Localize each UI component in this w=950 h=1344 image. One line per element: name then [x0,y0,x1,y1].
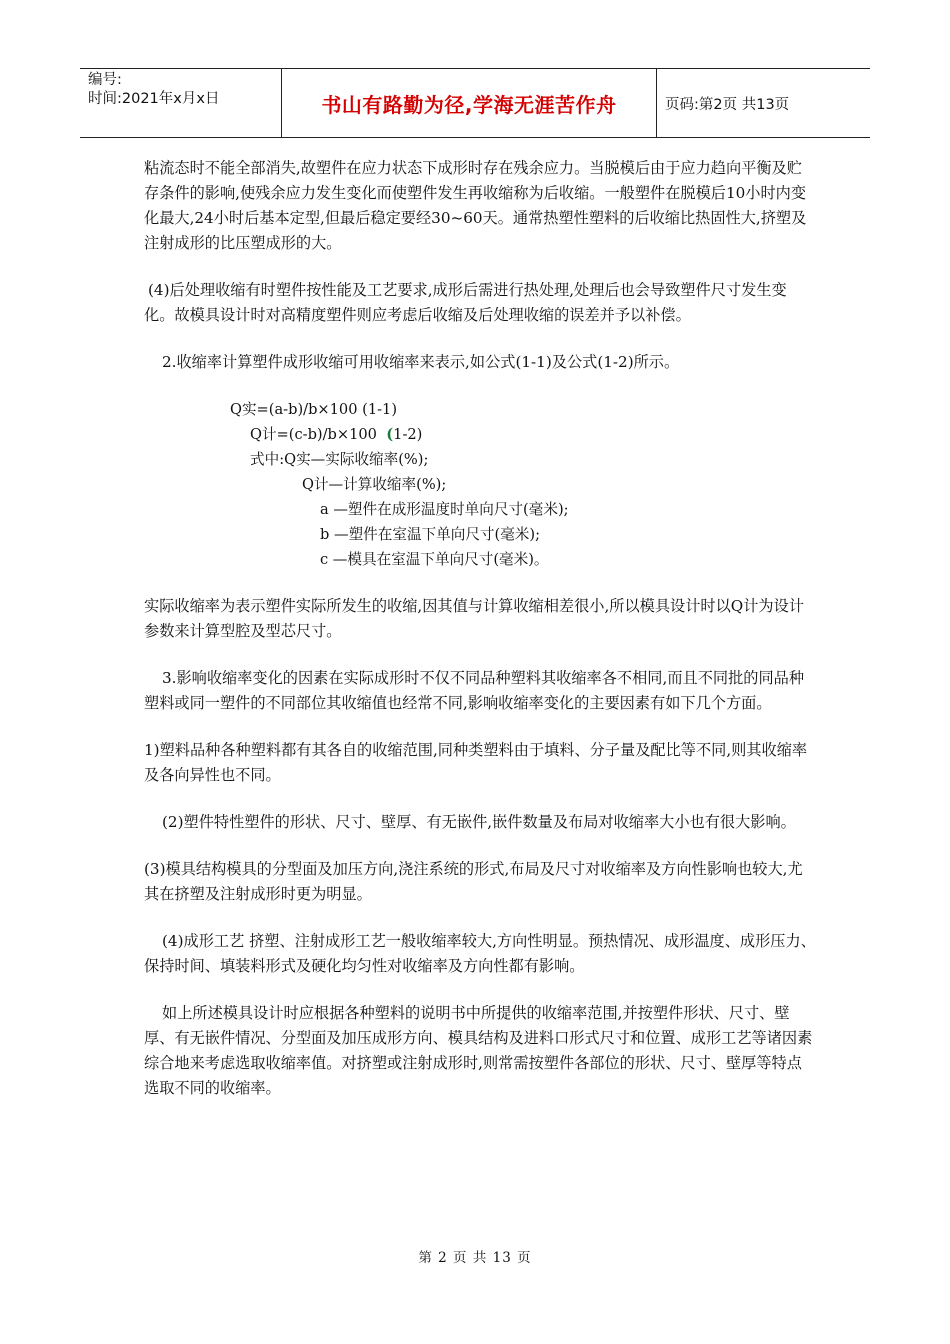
paragraph: (4)后处理收缩有时塑件按性能及工艺要求,成形后需进行热处理,处理后也会导致塑件尺寸发生变化。故模具设计时对高精度塑件则应考虑后收缩及后处理收缩的误差并予以补偿。 [144,281,787,324]
header-motto-cell [282,69,657,137]
formula-def-b: b —塑件在室温下单向尺寸(毫米); [320,526,541,543]
header-page-info [657,69,870,137]
paragraph: 如上所述模具设计时应根据各种塑料的说明书中所提供的收缩率范围,并按塑件形状、尺寸、壁厚、有无嵌件情况、分型面及加压成形方向、模具结构及进料口形式尺寸和位置、成形工艺等诸因素综合地来考虑选取收缩率值。对挤塑或注射成形时,则常需按塑件各部位的形状、尺寸、壁厚等特点选取不同的收缩率。 [144,1004,813,1097]
page-header [80,68,870,138]
formula-def-c: c —模具在室温下单向尺寸(毫米)。 [320,551,549,568]
formula-where: 式中:Q实—实际收缩率(%); [250,451,429,468]
paragraph: 3.影响收缩率变化的因素在实际成形时不仅不同品种塑料其收缩率各不相同,而且不同批的同品种塑料或同一塑件的不同部位其收缩值也经常不同,影响收缩率变化的主要因素有如下几个方面。 [144,669,805,712]
formula-2-main: Q计=(c-b)/b×100 [250,426,387,443]
formula-def-a: a —塑件在成形温度时单向尺寸(毫米); [320,501,569,518]
paragraph: 1)塑料品种各种塑料都有其各自的收缩范围,同种类塑料由于填料、分子量及配比等不同,则其收缩率及各向异性也不同。 [144,741,808,784]
paragraph: 2.收缩率计算塑件成形收缩可用收缩率来表示,如公式(1-1)及公式(1-2)所示。 [162,353,680,371]
number-label: 编号: [88,72,122,88]
document-body [144,156,816,1123]
paragraph: 实际收缩率为表示塑件实际所发生的收缩,因其值与计算收缩相差很小,所以模具设计时以Q计为设计参数来计算型腔及型芯尺寸。 [144,597,804,640]
motto: 书山有路勤为径,学海无涯苦作舟 [321,92,617,117]
paragraph: 粘流态时不能全部消失,故塑件在应力状态下成形时存在残余应力。当脱模后由于应力趋向平衡及贮存条件的影响,使残余应力发生变化而使塑件发生再收缩称为后收缩。一般塑件在脱模后10小时内变化最大,24小时后基本定型,但最后稳定要经30~60天。通常热塑性塑料的后收缩比热固性大,挤塑及注射成形的比压塑成形的大。 [144,159,807,252]
formula-qcalc: Q计—计算收缩率(%); [302,476,447,493]
formula-2-paren: ( [386,426,394,443]
paragraph: (3)模具结构模具的分型面及加压方向,浇注系统的形式,布局及尺寸对收缩率及方向性影响也较大,尤其在挤塑及注射成形时更为明显。 [144,860,803,903]
date-line: 时间:2021年x月x日 [88,91,220,107]
formula-block [144,397,816,572]
formula-2 [144,422,816,447]
page-footer: 第 2 页 共 13 页 [418,1250,532,1266]
formula-1: Q实=(a-b)/b×100 (1-1) [230,401,398,418]
header-meta [80,69,282,137]
paragraph: (2)塑件特性塑件的形状、尺寸、壁厚、有无嵌件,嵌件数量及布局对收缩率大小也有很大影响。 [162,813,796,831]
paragraph: (4)成形工艺 挤塑、注射成形工艺一般收缩率较大,方向性明显。预热情况、成形温度、成形压力、保持时间、填装料形式及硬化均匀性对收缩率及方向性都有影响。 [144,932,816,975]
formula-2-number: 1-2) [393,426,423,443]
page-info: 页码:第2页 共13页 [665,96,790,113]
